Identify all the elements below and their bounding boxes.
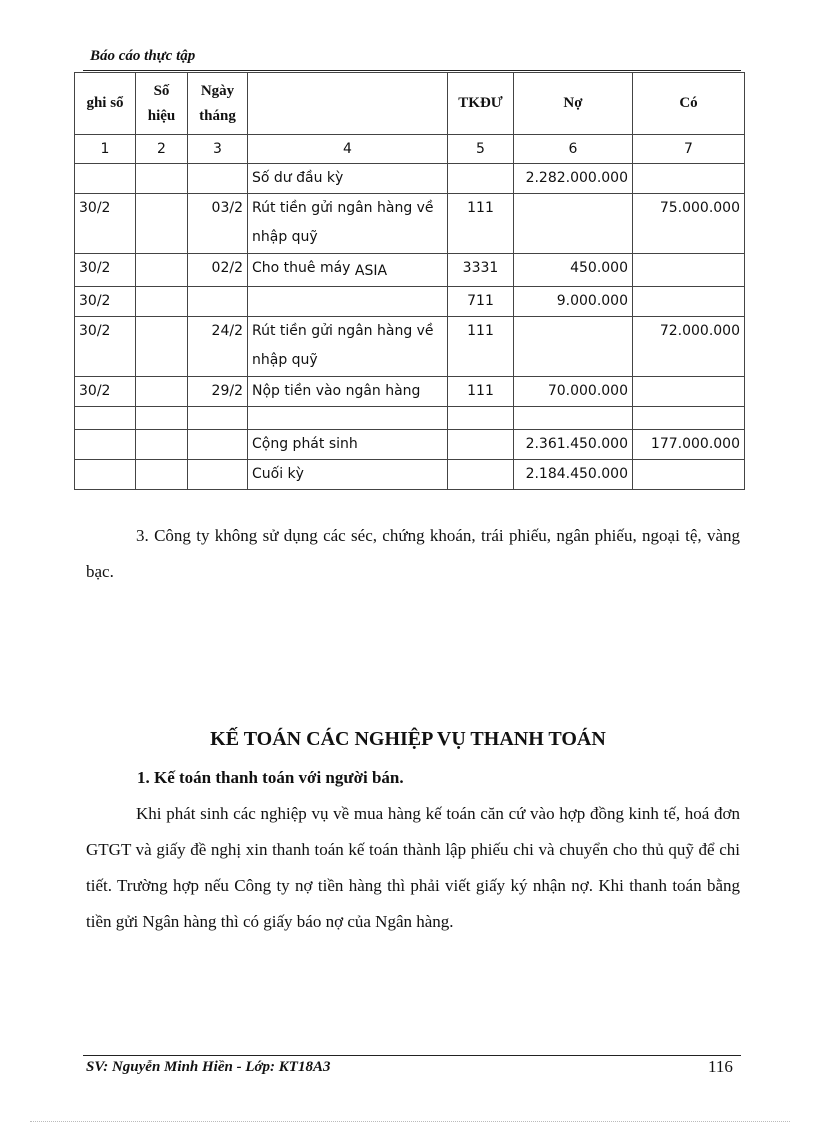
cell-co [633,164,745,194]
table-row [75,194,745,254]
cell-ghi-so: 30/2 [75,287,136,317]
cell-tkdu: 711 [448,287,514,317]
cell-so-hieu [136,407,188,430]
cell-ngay: 24/2 [188,317,248,377]
dien-giai-text: Cho thuê máy [252,260,351,276]
table-row [75,460,745,490]
header-ghi-so: ghi sổ [75,73,136,135]
cell-so-hieu [136,377,188,407]
cell-ghi-so: 30/2 [75,194,136,254]
cell-tkdu [448,430,514,460]
cell-ngay [188,460,248,490]
header-so-hieu: Số hiệu [136,73,188,135]
cell-dien-giai: Số dư đầu kỳ [248,164,448,194]
cell-co [633,460,745,490]
cell-ngay [188,430,248,460]
column-number: 7 [633,135,745,164]
table-row [75,377,745,407]
column-number: 5 [448,135,514,164]
cell-ngay [188,287,248,317]
cell-no [514,317,633,377]
cell-co [633,254,745,287]
report-header-title: Báo cáo thực tập [90,48,196,64]
cell-dien-giai: Cuối kỳ [248,460,448,490]
cell-tkdu: 111 [448,317,514,377]
cell-co [633,287,745,317]
table-row [75,287,745,317]
cell-ngay [188,407,248,430]
cell-co: 177.000.000 [633,430,745,460]
footer-author: SV: Nguyễn Minh Hiền - Lớp: KT18A3 [86,1059,331,1075]
column-number: 1 [75,135,136,164]
cell-tkdu: 111 [448,377,514,407]
header-ngay-thang: Ngày tháng [188,73,248,135]
header-no: Nợ [514,73,633,135]
header-tkdu: TKĐƯ [448,73,514,135]
cell-tkdu [448,460,514,490]
cell-so-hieu [136,460,188,490]
cell-tkdu [448,407,514,430]
cell-no [514,407,633,430]
cell-co [633,407,745,430]
cell-ngay: 29/2 [188,377,248,407]
cell-ghi-so: 30/2 [75,254,136,287]
section-title: KẾ TOÁN CÁC NGHIỆP VỤ THANH TOÁN [210,728,606,750]
cell-so-hieu [136,254,188,287]
cell-no: 450.000 [514,254,633,287]
cell-dien-giai [248,407,448,430]
header-dien-giai [248,73,448,135]
cell-ghi-so: 30/2 [75,377,136,407]
asia-label: ASIA [354,263,388,279]
header-co: Có [633,73,745,135]
cell-so-hieu [136,194,188,254]
table-row [75,164,745,194]
cell-no: 9.000.000 [514,287,633,317]
cell-ghi-so [75,430,136,460]
cell-tkdu: 3331 [448,254,514,287]
cell-no [514,194,633,254]
header-rule [83,70,741,71]
cell-dien-giai [248,287,448,317]
cell-so-hieu [136,430,188,460]
table-header-row [75,73,745,135]
cell-dien-giai: Cộng phát sinh [248,430,448,460]
cell-ghi-so [75,164,136,194]
cell-co: 75.000.000 [633,194,745,254]
cell-co [633,377,745,407]
column-number: 2 [136,135,188,164]
cell-tkdu [448,164,514,194]
column-number: 3 [188,135,248,164]
table-row [75,430,745,460]
cell-no: 2.361.450.000 [514,430,633,460]
cell-ngay [188,164,248,194]
table-row [75,254,745,287]
cell-ghi-so: 30/2 [75,317,136,377]
cell-tkdu: 111 [448,194,514,254]
footer-rule [83,1055,741,1056]
subheading: 1. Kế toán thanh toán với người bán. [137,768,404,787]
cell-dien-giai [248,254,448,287]
cell-no: 2.184.450.000 [514,460,633,490]
page-edge-divider [30,1121,790,1122]
cell-so-hieu [136,317,188,377]
cell-no: 2.282.000.000 [514,164,633,194]
cell-so-hieu [136,287,188,317]
table-row [75,317,745,377]
column-number: 4 [248,135,448,164]
cell-dien-giai: Nộp tiền vào ngân hàng [248,377,448,407]
page-number: 116 [708,1057,733,1076]
note-paragraph: 3. Công ty không sử dụng các séc, chứng khoán, trái phiếu, ngân phiếu, ngoại tệ, vàng bạc. [86,526,740,581]
cell-so-hieu [136,164,188,194]
cell-no: 70.000.000 [514,377,633,407]
cash-ledger-table [74,72,745,490]
body-paragraph: Khi phát sinh các nghiệp vụ về mua hàng kế toán căn cứ vào hợp đồng kinh tế, hoá đơn GTGT và giấy đề nghị xin thanh toán kế toán thành lập phiếu chi và chuyển cho thủ quỹ để chi tiết. Trường hợp nếu Công ty nợ tiền hàng thì phải viết giấy ký nhận nợ. Khi thanh toán bằng tiền gửi Ngân hàng thì có giấy báo nợ của Ngân hàng. [86,804,740,931]
cell-co: 72.000.000 [633,317,745,377]
table-row [75,407,745,430]
cell-ngay: 03/2 [188,194,248,254]
column-number: 6 [514,135,633,164]
cell-dien-giai: Rút tiền gửi ngân hàng về nhập quỹ [248,194,448,254]
cell-ghi-so [75,460,136,490]
cell-ngay: 02/2 [188,254,248,287]
column-number-row [75,135,745,164]
cell-dien-giai: Rút tiền gửi ngân hàng về nhập quỹ [248,317,448,377]
cell-ghi-so [75,407,136,430]
